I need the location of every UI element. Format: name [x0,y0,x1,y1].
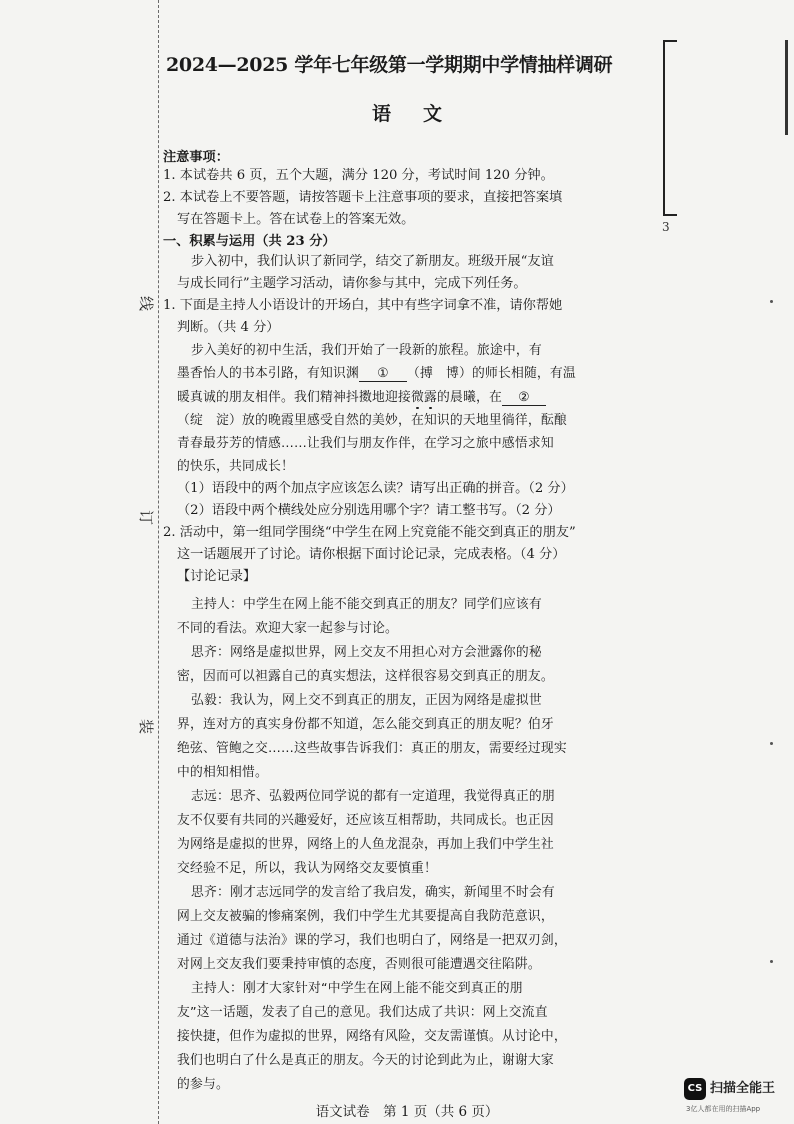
camscanner-logo: CS [684,1078,706,1100]
edge-dot [770,300,773,303]
question-1-sub-2: （2）语段中两个横线处应分别选用哪个字？请工整书写。（2 分） [177,503,561,518]
binding-char-zhuang: 装 [137,718,156,735]
discussion-line: 绝弦、管鲍之交……这些故事告诉我们：真正的朋友，需要经过现实 [177,741,567,756]
discussion-line: 主持人：刚才大家针对“中学生在网上能不能交到真正的朋 [191,981,523,996]
edge-dot [770,742,773,745]
discussion-line: 密，因而可以袒露自己的真实想法，这样很容易交到真正的朋友。 [177,669,554,684]
question-2-line-1: 2. 活动中，第一组同学围绕“中学生在网上究竟能不能交到真正的朋友” [163,525,576,540]
discussion-line: 主持人：中学生在网上能不能交到真正的朋友？同学们应该有 [191,597,542,612]
passage-text: 的晨曦，在 [436,390,502,405]
discussion-line: 友”这一话题，发表了自己的意见。我们达成了共识：网上交流直 [177,1005,548,1020]
notes-item-2-line-2: 写在答题卡上。答在试卷上的答案无效。 [177,212,415,227]
question-1-line-2: 判断。（共 4 分） [177,320,280,335]
section-1-heading: 一、积累与运用（共 23 分） [163,234,336,249]
intro-line-2: 与成长同行”主题学习活动，请你参与其中，完成下列任务。 [177,276,527,291]
discussion-line: 通过《道德与法治》课的学习，我们也明白了，网络是一把双刃剑， [177,933,567,948]
dotted-char-1: 微 [410,390,424,405]
discussion-line: 友不仅要有共同的兴趣爱好，还应该互相帮助，共同成长。也正因 [177,813,554,828]
discussion-line: 交经验不足，所以，我认为网络交友要慎重！ [177,861,437,876]
binding-char-xian: 线 [137,295,156,312]
question-1-sub-1: （1）语段中的两个加点字应该怎么读？请写出正确的拼音。（2 分） [177,481,574,496]
discussion-line: 对网上交友我们要秉持审慎的态度，否则很可能遭遇交往陷阱。 [177,957,541,972]
notes-item-2-line-1: 2. 本试卷上不要答题，请按答题卡上注意事项的要求，直接把答案填 [163,190,563,205]
passage-text: 墨香怡人的书本引路，有知识渊 [177,366,359,381]
notes-heading: 注意事项： [163,150,229,165]
notes-item-1: 1. 本试卷共 6 页，五个大题，满分 120 分，考试时间 120 分钟。 [163,168,554,183]
discussion-line: 我们也明白了什么是真正的朋友。今天的讨论到此为止，谢谢大家 [177,1053,554,1068]
discussion-line: 的参与。 [177,1077,229,1092]
discussion-line: 弘毅：我认为，网上交不到真正的朋友，正因为网络是虚拟世 [191,693,542,708]
blank-1: ① [359,366,407,382]
blank-2: ② [502,390,546,406]
binding-char-ding: 订 [137,509,156,526]
discussion-line: 思齐：网络是虚拟世界，网上交友不用担心对方会泄露你的秘 [191,645,542,660]
discussion-record-label: 【讨论记录】 [177,569,257,584]
page-footer: 语文试卷 第 1 页（共 6 页） [315,1104,499,1120]
exam-title: 2024—2025 学年七年级第一学期期中学情抽样调研 [166,54,613,76]
discussion-line: 不同的看法。欢迎大家一起参与讨论。 [177,621,398,636]
camscanner-tagline: 3亿人都在用的扫描App [686,1105,761,1113]
question-2-line-2: 这一话题展开了讨论。请你根据下面讨论记录，完成表格。（4 分） [177,547,566,562]
edge-tick-mark [777,40,788,135]
edge-dot [770,960,773,963]
subject-title: 语文 [371,103,474,125]
binding-dashed-line [158,0,159,1124]
discussion-line: 中的相知相惜。 [177,765,268,780]
discussion-line: 接快捷，但作为虚拟的世界，网络有风险，交友需谨慎。从讨论中， [177,1029,567,1044]
discussion-line: 网上交友被骗的惨痛案例，我们中学生尤其要提高自我防范意识， [177,909,554,924]
passage-line-4: （绽 淀）放的晚霞里感受自然的美妙，在知识的天地里徜徉，酝酿 [177,413,567,428]
question-1-line-1: 1. 下面是主持人小语设计的开场白，其中有些字词拿不准，请你帮她 [163,298,563,313]
discussion-line: 为网络是虚拟的世界，网络上的人鱼龙混杂，再加上我们中学生社 [177,837,554,852]
discussion-line: 界，连对方的真实身份都不知道，怎么能交到真正的朋友呢？伯牙 [177,717,554,732]
camscanner-name: 扫描全能王 [710,1081,776,1096]
dotted-char-2: 露 [423,390,437,405]
passage-line-1: 步入美好的初中生活，我们开始了一段新的旅程。旅途中，有 [191,343,542,358]
passage-line-2 [177,362,576,382]
passage-line-5: 青春最芬芳的情感……让我们与朋友作伴，在学习之旅中感悟求知 [177,436,554,451]
passage-text: 暖真诚的朋友相伴。我们精神抖擞地迎接 [177,390,411,405]
discussion-line: 志远：思齐、弘毅两位同学说的都有一定道理，我觉得真正的朋 [191,789,555,804]
intro-line-1: 步入初中，我们认识了新同学，结交了新朋友。班级开展“友谊 [191,254,554,269]
discussion-line: 思齐：刚才志远同学的发言给了我启发，确实，新闻里不时会有 [191,885,555,900]
passage-line-6: 的快乐，共同成长！ [177,459,294,474]
passage-line-3 [177,386,546,406]
passage-text: （搏 博）的师长相随，有温 [406,366,576,381]
edge-bracket-mark [663,40,677,216]
edge-digit: 3 [662,220,670,234]
